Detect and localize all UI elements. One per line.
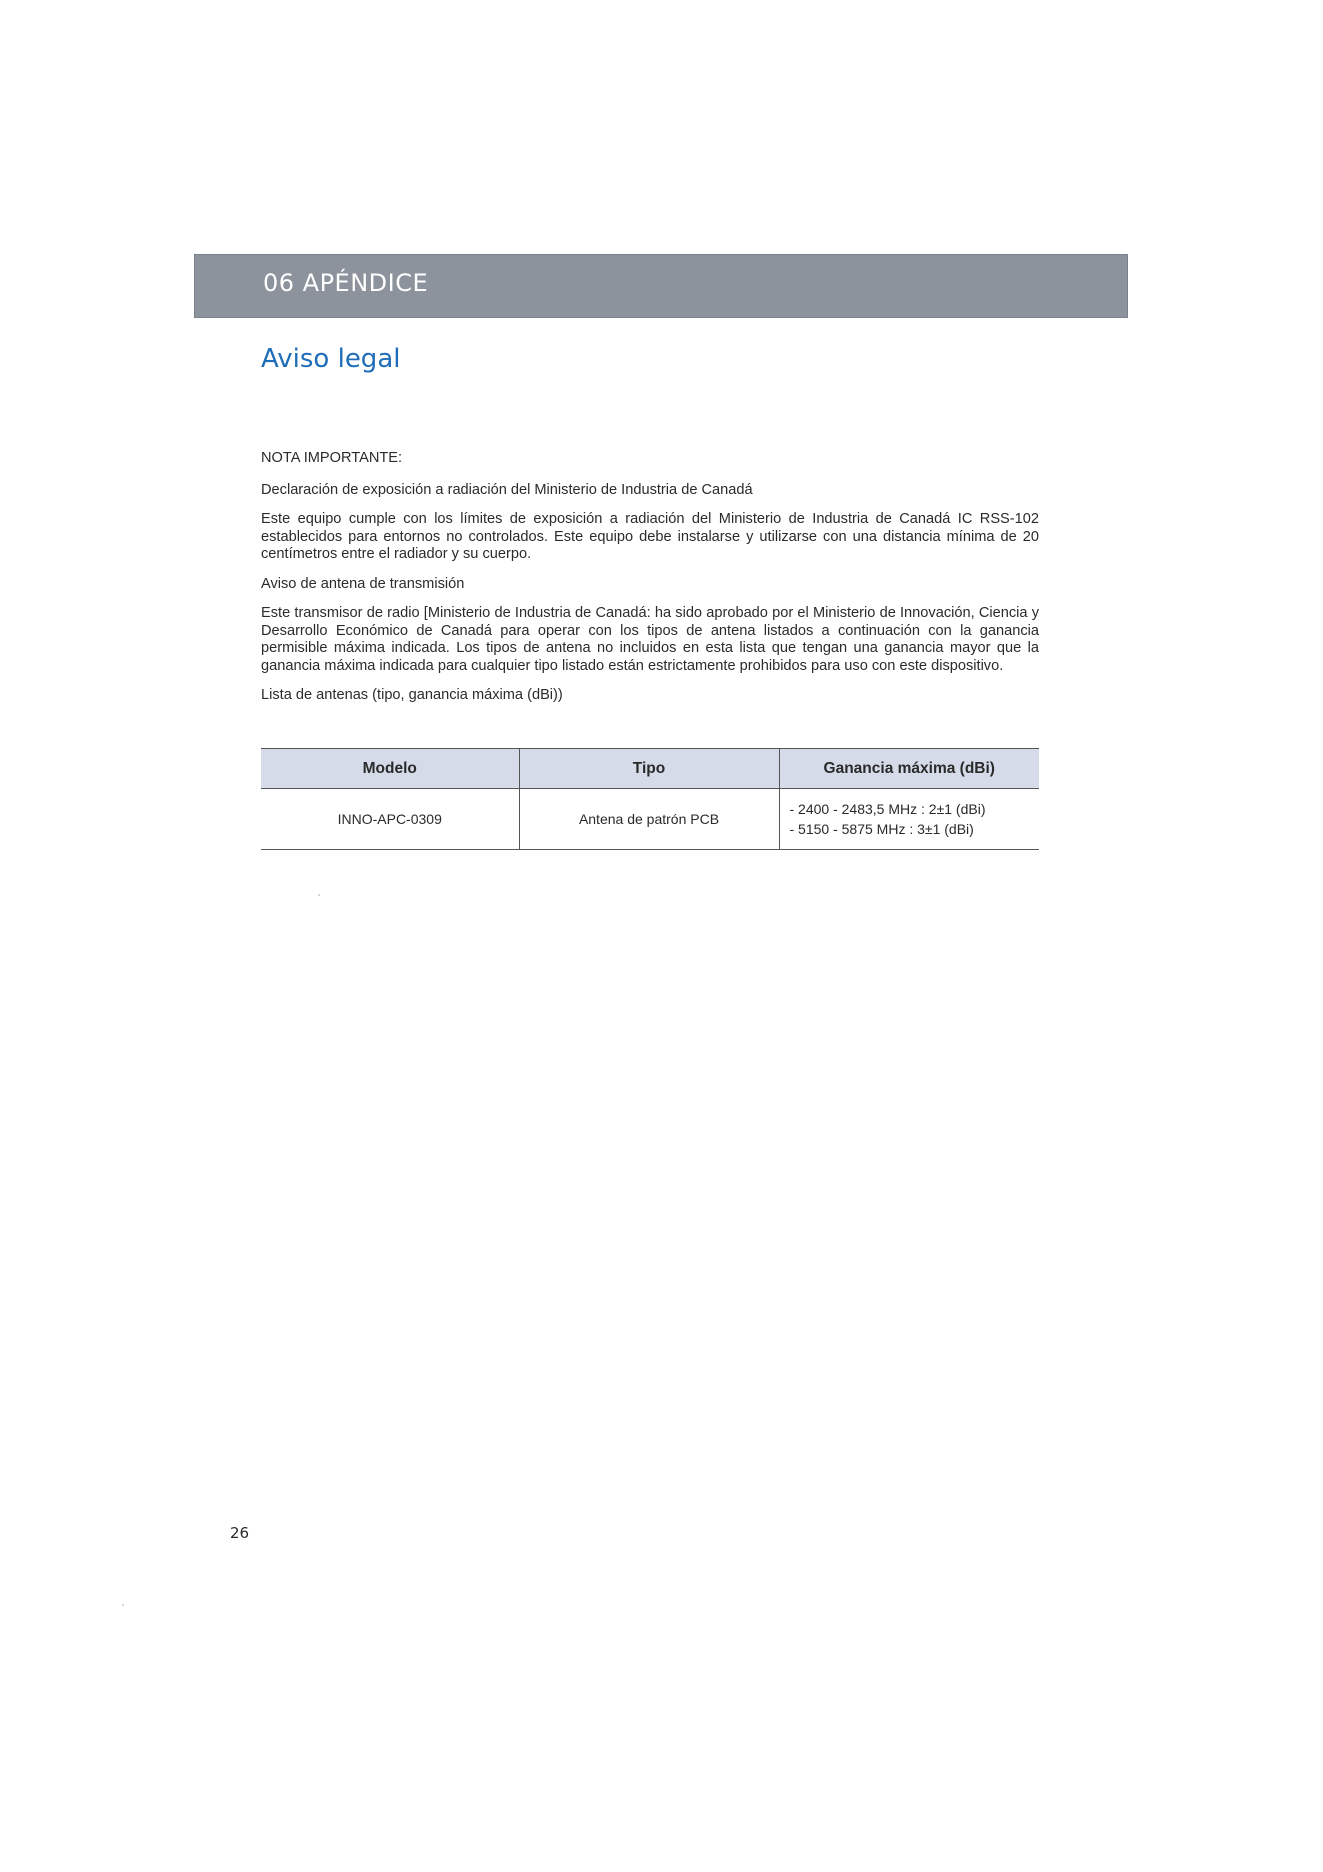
- cell-type: Antena de patrón PCB: [519, 789, 779, 850]
- cell-gain: [779, 789, 1039, 850]
- column-header-gain: Ganancia máxima (dBi): [779, 749, 1039, 789]
- antenna-list-heading: Lista de antenas (tipo, ganancia máxima (dBi)): [261, 687, 563, 703]
- scan-speck: [318, 894, 320, 896]
- legal-notice-body: [261, 450, 1039, 717]
- exposure-heading: Declaración de exposición a radiación del Ministerio de Industria de Canadá: [261, 481, 753, 498]
- page-title: Aviso legal: [261, 344, 401, 374]
- cell-model: INNO-APC-0309: [337, 811, 442, 827]
- table-header-row: [261, 749, 1039, 789]
- exposure-paragraph: Este equipo cumple con los límites de exposición a radiación del Ministerio de Industria de Canadá IC RSS-102 establecidos para entornos no controlados. Este equipo debe instalarse y utilizarse con una distancia mínima de 20 centímetros entre el radiador y su cuerpo.: [261, 511, 1039, 562]
- antenna-table: [261, 748, 1039, 850]
- gain-line-5150: - 5150 - 5875 MHz : 3±1 (dBi): [789, 821, 974, 837]
- page-number: 26: [230, 1524, 250, 1542]
- antenna-heading: Aviso de antena de transmisión: [261, 575, 465, 592]
- antenna-paragraph: Este transmisor de radio [Ministerio de Industria de Canadá: ha sido aprobado por el Ministerio de Innovación, Ciencia y Desarrollo Económico de Canadá para operar con los tipos de antena listados a continuación con la ganancia permisible máxima indicada. Los tipos de antena no incluidos en esta lista que tengan una ganancia mayor que la ganancia máxima indicada para cualquier tipo listado están estrictamente prohibidos para uso con este dispositivo.: [261, 605, 1039, 674]
- scan-speck: [122, 1604, 124, 1606]
- column-header-type: Tipo: [519, 749, 779, 789]
- table-row: [261, 789, 1039, 850]
- gain-line-2400: - 2400 - 2483,5 MHz : 2±1 (dBi): [789, 801, 986, 817]
- section-label: 06 APÉNDICE: [263, 269, 429, 297]
- note-label: NOTA IMPORTANTE:: [261, 450, 403, 466]
- section-header-bar: [194, 254, 1128, 318]
- column-header-model: Modelo: [261, 749, 519, 789]
